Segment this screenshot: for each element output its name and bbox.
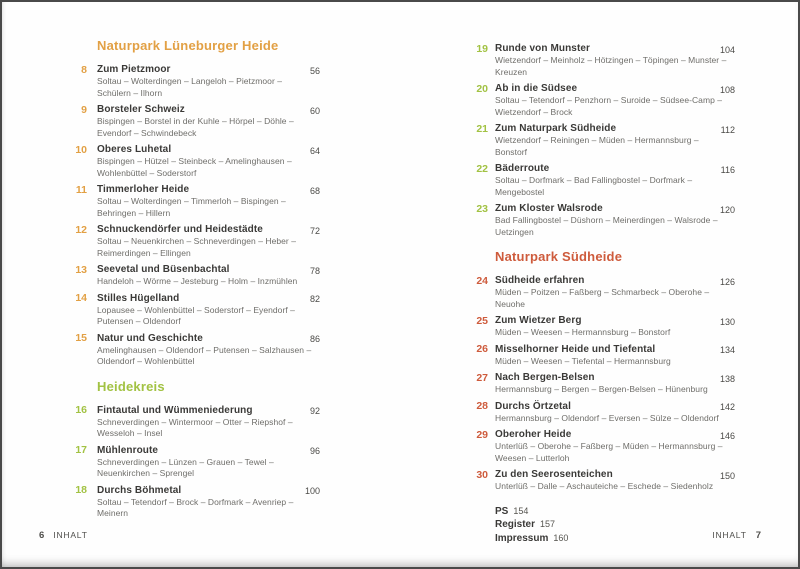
entry-page-number: 108 bbox=[719, 84, 735, 95]
entry-title: Timmerloher Heide bbox=[97, 184, 190, 195]
entry-route: Soltau – Wolterdingen – Timmerloh – Bispingen – Behringen – Hillern bbox=[97, 196, 286, 218]
entry-page-number: 146 bbox=[719, 430, 735, 441]
toc-entry-9 bbox=[66, 103, 320, 139]
end-matter-label: Impressum bbox=[495, 532, 549, 544]
entry-route: Soltau – Neuenkirchen – Schneverdingen – Heber – Reimerdingen – Ellingen bbox=[97, 236, 296, 258]
entry-title: Misselhorner Heide und Tiefental bbox=[495, 343, 656, 355]
entry-number: 15 bbox=[75, 332, 87, 344]
entry-body bbox=[495, 82, 735, 118]
entry-page-number: 142 bbox=[719, 402, 735, 412]
toc-entry-28 bbox=[470, 400, 735, 425]
toc-entry-8 bbox=[66, 63, 320, 99]
entry-number: 21 bbox=[476, 122, 488, 135]
entry-number: 13 bbox=[75, 263, 87, 276]
entry-body bbox=[97, 332, 320, 368]
entry-title: Bäderroute bbox=[495, 163, 550, 174]
entry-page-number: 82 bbox=[309, 294, 320, 304]
entry-page-number: 100 bbox=[304, 486, 320, 496]
entry-page-number: 112 bbox=[720, 124, 735, 135]
toc-entry-17 bbox=[66, 444, 320, 480]
section-heading: Heidekreis bbox=[97, 378, 165, 394]
entry-title: Zu den Seerosenteichen bbox=[495, 469, 613, 480]
entry-number: 9 bbox=[81, 103, 87, 116]
entry-route: Müden – Weesen – Hermannsburg – Bonstorf bbox=[495, 327, 671, 337]
entry-body bbox=[495, 274, 735, 310]
toc-entry-11 bbox=[66, 183, 320, 219]
entry-body bbox=[97, 63, 320, 99]
entry-number: 8 bbox=[81, 63, 87, 76]
end-matter-page: 157 bbox=[540, 519, 556, 529]
footer-label-left: INHALT bbox=[53, 530, 88, 540]
page-number-left: 6 bbox=[39, 530, 45, 541]
entry-number: 29 bbox=[476, 428, 488, 441]
entry-title: Durchs Örtzetal bbox=[495, 400, 571, 412]
end-matter-page: 160 bbox=[553, 532, 569, 543]
footer-label-right: INHALT bbox=[712, 530, 747, 540]
entry-page-number: 78 bbox=[309, 265, 320, 276]
entry-number: 23 bbox=[476, 202, 488, 215]
toc-column-left bbox=[66, 38, 320, 524]
toc-entry-12 bbox=[66, 223, 320, 259]
entry-title: Nach Bergen-Belsen bbox=[495, 372, 595, 383]
toc-column-right bbox=[470, 42, 735, 545]
entry-body bbox=[97, 444, 320, 480]
entry-number: 26 bbox=[476, 343, 488, 355]
entry-route: Unterlüß – Oberohe – Faßberg – Müden – Hermannsburg – Weesen – Lutterloh bbox=[495, 441, 723, 463]
entry-number: 16 bbox=[75, 404, 87, 416]
entry-body bbox=[97, 404, 320, 440]
entry-route: Müden – Poitzen – Faßberg – Schmarbeck – Oberohe – Neuohe bbox=[495, 287, 710, 309]
entry-title: Zum Wietzer Berg bbox=[495, 315, 582, 326]
entry-title: Zum Kloster Walsrode bbox=[495, 203, 603, 214]
entry-body bbox=[97, 223, 320, 259]
end-matter-item bbox=[495, 532, 735, 546]
entry-page-number: 64 bbox=[309, 145, 320, 156]
entry-title: Mühlenroute bbox=[97, 444, 159, 456]
entry-body bbox=[495, 400, 735, 425]
entry-number: 14 bbox=[75, 292, 87, 304]
entry-route: Bad Fallingbostel – Düshorn – Meinerdingen – Walsrode – Uetzingen bbox=[495, 215, 718, 237]
entry-body bbox=[97, 183, 320, 219]
entry-body bbox=[97, 292, 320, 328]
toc-entry-10 bbox=[66, 143, 320, 179]
entry-body bbox=[495, 314, 735, 339]
entry-number: 27 bbox=[476, 371, 488, 384]
entry-number: 17 bbox=[75, 444, 87, 456]
entry-page-number: 72 bbox=[309, 225, 320, 236]
end-matter-label: PS bbox=[495, 505, 509, 517]
entry-title: Schnuckendörfer und Heidestädte bbox=[97, 224, 263, 235]
entry-route: Bispingen – Hützel – Steinbeck – Amelinghausen – Wohlenbüttel – Soderstorf bbox=[97, 156, 292, 178]
entry-title: Runde von Munster bbox=[495, 43, 591, 54]
entry-page-number: 134 bbox=[719, 345, 735, 355]
entry-route: Soltau – Tetendorf – Penzhorn – Suroide – Südsee-Camp – Wietzendorf – Brock bbox=[495, 95, 723, 117]
entry-title: Natur und Geschichte bbox=[97, 332, 203, 344]
entry-number: 11 bbox=[75, 183, 87, 196]
toc-entry-24 bbox=[470, 274, 735, 310]
end-matter-item bbox=[495, 505, 735, 519]
entry-body bbox=[495, 42, 735, 78]
entry-body bbox=[495, 162, 735, 198]
end-matter-item bbox=[495, 518, 735, 532]
entry-number: 30 bbox=[476, 468, 488, 481]
entry-title: Stilles Hügelland bbox=[97, 292, 180, 304]
entry-number: 10 bbox=[75, 143, 87, 156]
entry-number: 22 bbox=[476, 162, 488, 175]
entry-body bbox=[495, 468, 735, 493]
entry-route: Amelinghausen – Oldendorf – Putensen – Salzhausen – Oldendorf – Wohlenbüttel bbox=[97, 344, 312, 366]
entry-body bbox=[97, 103, 320, 139]
toc-entry-14 bbox=[66, 292, 320, 328]
entry-page-number: 116 bbox=[720, 164, 735, 175]
entry-route: Soltau – Wolterdingen – Langeloh – Pietzmoor – Schülern – Ilhorn bbox=[97, 76, 283, 98]
entry-title: Südheide erfahren bbox=[495, 275, 585, 286]
entry-route: Schneverdingen – Wintermoor – Otter – Riepshof – Wesseloh – Insel bbox=[97, 416, 293, 438]
entry-body bbox=[495, 122, 735, 158]
entry-page-number: 138 bbox=[719, 373, 735, 384]
entry-page-number: 126 bbox=[719, 276, 735, 287]
toc-entry-29 bbox=[470, 428, 735, 464]
entry-title: Zum Naturpark Südheide bbox=[495, 123, 617, 134]
entry-route: Hermannsburg – Oldendorf – Eversen – Sülze – Oldendorf bbox=[495, 412, 719, 423]
toc-entry-25 bbox=[470, 314, 735, 339]
end-matter-label: Register bbox=[495, 519, 536, 530]
end-matter bbox=[495, 505, 735, 546]
entry-body bbox=[495, 202, 735, 238]
entry-route: Wietzendorf – Reiningen – Müden – Hermannsburg – Bonstorf bbox=[495, 135, 699, 157]
entry-page-number: 86 bbox=[309, 334, 320, 344]
entry-page-number: 120 bbox=[719, 204, 735, 215]
entry-title: Zum Pietzmoor bbox=[97, 64, 171, 75]
entry-number: 20 bbox=[476, 82, 488, 95]
toc-entry-30 bbox=[470, 468, 735, 493]
entry-title: Oberes Luhetal bbox=[97, 144, 172, 155]
toc-entry-26 bbox=[470, 343, 735, 368]
page-number-right: 7 bbox=[755, 530, 761, 541]
entry-number: 24 bbox=[476, 274, 488, 287]
entry-page-number: 130 bbox=[719, 316, 735, 327]
entry-title: Oberoher Heide bbox=[495, 429, 572, 440]
entry-title: Durchs Böhmetal bbox=[97, 484, 182, 496]
toc-entry-23 bbox=[470, 202, 735, 238]
entry-number: 28 bbox=[476, 400, 488, 412]
entry-body bbox=[97, 143, 320, 179]
entry-body bbox=[495, 343, 735, 368]
entry-page-number: 68 bbox=[309, 185, 320, 196]
entry-page-number: 60 bbox=[309, 105, 320, 116]
section-heading: Naturpark Lüneburger Heide bbox=[97, 38, 279, 53]
entry-number: 19 bbox=[476, 42, 488, 55]
end-matter-page: 154 bbox=[513, 505, 529, 516]
page-footer-left bbox=[39, 530, 88, 541]
entry-body bbox=[495, 371, 735, 396]
toc-entry-27 bbox=[470, 371, 735, 396]
entry-number: 25 bbox=[476, 314, 488, 327]
entry-number: 12 bbox=[75, 223, 87, 236]
toc-entry-21 bbox=[470, 122, 735, 158]
entry-route: Bispingen – Borstel in der Kuhle – Hörpel – Döhle – Evendorf – Schwindebeck bbox=[97, 116, 294, 138]
toc-entry-20 bbox=[470, 82, 735, 118]
entry-route: Unterlüß – Dalle – Aschauteiche – Eschede – Siedenholz bbox=[495, 481, 714, 491]
entry-body bbox=[495, 428, 735, 464]
toc-entry-19 bbox=[470, 42, 735, 78]
entry-title: Borsteler Schweiz bbox=[97, 104, 185, 115]
section-heading: Naturpark Südheide bbox=[495, 249, 623, 264]
entry-route: Müden – Weesen – Tiefental – Hermannsburg bbox=[495, 355, 671, 366]
entry-body bbox=[97, 484, 320, 520]
entry-page-number: 92 bbox=[309, 406, 320, 416]
toc-entry-22 bbox=[470, 162, 735, 198]
entry-body bbox=[97, 263, 320, 288]
entry-route: Soltau – Tetendorf – Brock – Dorfmark – Avenriep – Meinern bbox=[97, 496, 294, 518]
entry-route: Hermannsburg – Bergen – Bergen-Belsen – Hünenburg bbox=[495, 384, 708, 394]
toc-entry-18 bbox=[66, 484, 320, 520]
entry-number: 18 bbox=[75, 484, 87, 496]
toc-entry-15 bbox=[66, 332, 320, 368]
toc-entry-16 bbox=[66, 404, 320, 440]
entry-title: Seevetal und Büsenbachtal bbox=[97, 264, 230, 275]
entry-page-number: 56 bbox=[309, 65, 320, 76]
entry-route: Wietzendorf – Meinholz – Hötzingen – Töpingen – Munster – Kreuzen bbox=[495, 55, 727, 77]
entry-page-number: 150 bbox=[719, 470, 735, 481]
entry-title: Fintautal und Wümmeniederung bbox=[97, 404, 253, 416]
entry-route: Lopausee – Wohlenbüttel – Soderstorf – Eyendorf – Putensen – Oldendorf bbox=[97, 304, 295, 326]
page-footer-right bbox=[712, 530, 761, 541]
entry-page-number: 96 bbox=[309, 446, 320, 456]
entry-route: Soltau – Dorfmark – Bad Fallingbostel – Dorfmark – Mengebostel bbox=[495, 175, 693, 197]
entry-title: Ab in die Südsee bbox=[495, 83, 578, 94]
entry-page-number: 104 bbox=[719, 44, 735, 55]
toc-entry-13 bbox=[66, 263, 320, 288]
entry-route: Handeloh – Wörme – Jesteburg – Holm – Inzmühlen bbox=[97, 276, 298, 286]
entry-route: Schneverdingen – Lünzen – Grauen – Tewel – Neuenkirchen – Sprengel bbox=[97, 456, 274, 478]
